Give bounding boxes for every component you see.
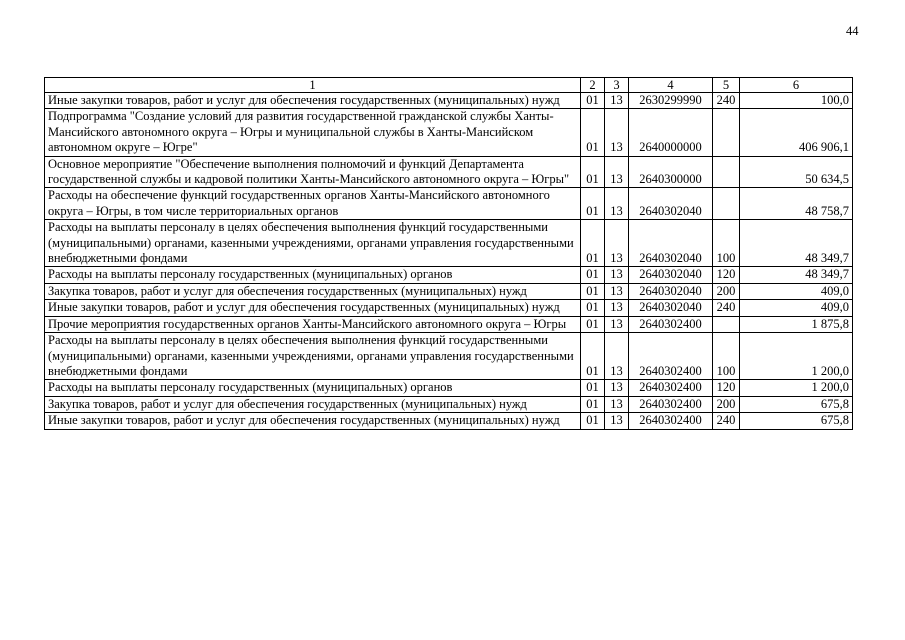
table-row xyxy=(45,300,853,316)
row-section-code: 01 xyxy=(581,333,605,380)
row-name: Расходы на выплаты персоналу государственных (муниципальных) органов xyxy=(45,380,581,396)
row-amount: 50 634,5 xyxy=(740,156,853,188)
header-col-3: 3 xyxy=(605,78,629,93)
row-name: Основное мероприятие "Обеспечение выполнения полномочий и функций Департамента государственной службы и кадровой политики Ханты-Мансийского автономного округа – Югры" xyxy=(45,156,581,188)
row-amount: 409,0 xyxy=(740,283,853,299)
header-col-1: 1 xyxy=(45,78,581,93)
row-expense-type: 200 xyxy=(713,396,740,412)
row-expense-type: 120 xyxy=(713,267,740,283)
row-subsection-code: 13 xyxy=(605,93,629,109)
header-col-4: 4 xyxy=(629,78,713,93)
row-subsection-code: 13 xyxy=(605,333,629,380)
row-section-code: 01 xyxy=(581,156,605,188)
table-row xyxy=(45,220,853,267)
row-target-article: 2640302400 xyxy=(629,396,713,412)
header-col-6: 6 xyxy=(740,78,853,93)
row-subsection-code: 13 xyxy=(605,300,629,316)
row-section-code: 01 xyxy=(581,380,605,396)
page-number: 44 xyxy=(846,24,859,38)
row-target-article: 2640300000 xyxy=(629,156,713,188)
row-target-article: 2640302040 xyxy=(629,300,713,316)
table-body xyxy=(45,93,853,430)
row-section-code: 01 xyxy=(581,220,605,267)
row-expense-type xyxy=(713,109,740,156)
header-row xyxy=(45,78,853,93)
table-row xyxy=(45,93,853,109)
row-amount: 1 875,8 xyxy=(740,316,853,332)
row-target-article: 2640302400 xyxy=(629,333,713,380)
row-section-code: 01 xyxy=(581,396,605,412)
row-subsection-code: 13 xyxy=(605,109,629,156)
row-amount: 48 349,7 xyxy=(740,267,853,283)
row-amount: 1 200,0 xyxy=(740,333,853,380)
row-expense-type: 240 xyxy=(713,93,740,109)
row-name: Расходы на обеспечение функций государственных органов Ханты-Мансийского автономного округа – Югры, в том числе территориальных органов xyxy=(45,188,581,220)
row-target-article: 2640000000 xyxy=(629,109,713,156)
row-section-code: 01 xyxy=(581,93,605,109)
row-subsection-code: 13 xyxy=(605,283,629,299)
row-name: Иные закупки товаров, работ и услуг для обеспечения государственных (муниципальных) нужд xyxy=(45,93,581,109)
row-subsection-code: 13 xyxy=(605,188,629,220)
row-section-code: 01 xyxy=(581,300,605,316)
row-expense-type: 120 xyxy=(713,380,740,396)
row-target-article: 2640302400 xyxy=(629,316,713,332)
row-amount: 406 906,1 xyxy=(740,109,853,156)
row-subsection-code: 13 xyxy=(605,413,629,429)
row-subsection-code: 13 xyxy=(605,220,629,267)
row-section-code: 01 xyxy=(581,316,605,332)
row-amount: 1 200,0 xyxy=(740,380,853,396)
row-expense-type: 240 xyxy=(713,300,740,316)
row-expense-type: 100 xyxy=(713,220,740,267)
row-name: Расходы на выплаты персоналу государственных (муниципальных) органов xyxy=(45,267,581,283)
header-col-2: 2 xyxy=(581,78,605,93)
row-section-code: 01 xyxy=(581,283,605,299)
table-row xyxy=(45,283,853,299)
row-subsection-code: 13 xyxy=(605,396,629,412)
row-name: Закупка товаров, работ и услуг для обеспечения государственных (муниципальных) нужд xyxy=(45,396,581,412)
row-target-article: 2640302040 xyxy=(629,220,713,267)
row-name: Иные закупки товаров, работ и услуг для обеспечения государственных (муниципальных) нужд xyxy=(45,300,581,316)
row-expense-type: 200 xyxy=(713,283,740,299)
table-row xyxy=(45,156,853,188)
table-header xyxy=(45,78,853,93)
row-expense-type: 100 xyxy=(713,333,740,380)
row-section-code: 01 xyxy=(581,109,605,156)
table-row xyxy=(45,267,853,283)
row-name: Прочие мероприятия государственных органов Ханты-Мансийского автономного округа – Югры xyxy=(45,316,581,332)
table-row xyxy=(45,316,853,332)
row-section-code: 01 xyxy=(581,188,605,220)
table-row xyxy=(45,109,853,156)
row-name: Закупка товаров, работ и услуг для обеспечения государственных (муниципальных) нужд xyxy=(45,283,581,299)
row-expense-type: 240 xyxy=(713,413,740,429)
row-amount: 675,8 xyxy=(740,413,853,429)
table-row xyxy=(45,413,853,429)
row-amount: 100,0 xyxy=(740,93,853,109)
row-amount: 409,0 xyxy=(740,300,853,316)
row-target-article: 2640302400 xyxy=(629,380,713,396)
row-subsection-code: 13 xyxy=(605,380,629,396)
budget-table xyxy=(44,77,853,430)
row-section-code: 01 xyxy=(581,413,605,429)
table-row xyxy=(45,188,853,220)
table-row xyxy=(45,333,853,380)
row-target-article: 2640302040 xyxy=(629,267,713,283)
row-target-article: 2640302400 xyxy=(629,413,713,429)
row-name: Расходы на выплаты персоналу в целях обеспечения выполнения функций государственными (муниципальными) органами, казенными учреждениями, органами управления государственными внебюджетными фондами xyxy=(45,220,581,267)
row-amount: 48 758,7 xyxy=(740,188,853,220)
row-expense-type xyxy=(713,316,740,332)
row-amount: 48 349,7 xyxy=(740,220,853,267)
table-row xyxy=(45,380,853,396)
row-amount: 675,8 xyxy=(740,396,853,412)
table-row xyxy=(45,396,853,412)
row-expense-type xyxy=(713,156,740,188)
row-expense-type xyxy=(713,188,740,220)
row-target-article: 2640302040 xyxy=(629,188,713,220)
row-subsection-code: 13 xyxy=(605,156,629,188)
row-target-article: 2630299990 xyxy=(629,93,713,109)
row-subsection-code: 13 xyxy=(605,267,629,283)
row-section-code: 01 xyxy=(581,267,605,283)
row-name: Расходы на выплаты персоналу в целях обеспечения выполнения функций государственными (муниципальными) органами, казенными учреждениями, органами управления государственными внебюджетными фондами xyxy=(45,333,581,380)
row-name: Иные закупки товаров, работ и услуг для обеспечения государственных (муниципальных) нужд xyxy=(45,413,581,429)
row-name: Подпрограмма "Создание условий для развития государственной гражданской службы Ханты-Мансийского автономного округа – Югры и муниципальной службы в Ханты-Мансийском автономном округе – Югре" xyxy=(45,109,581,156)
header-col-5: 5 xyxy=(713,78,740,93)
row-target-article: 2640302040 xyxy=(629,283,713,299)
row-subsection-code: 13 xyxy=(605,316,629,332)
